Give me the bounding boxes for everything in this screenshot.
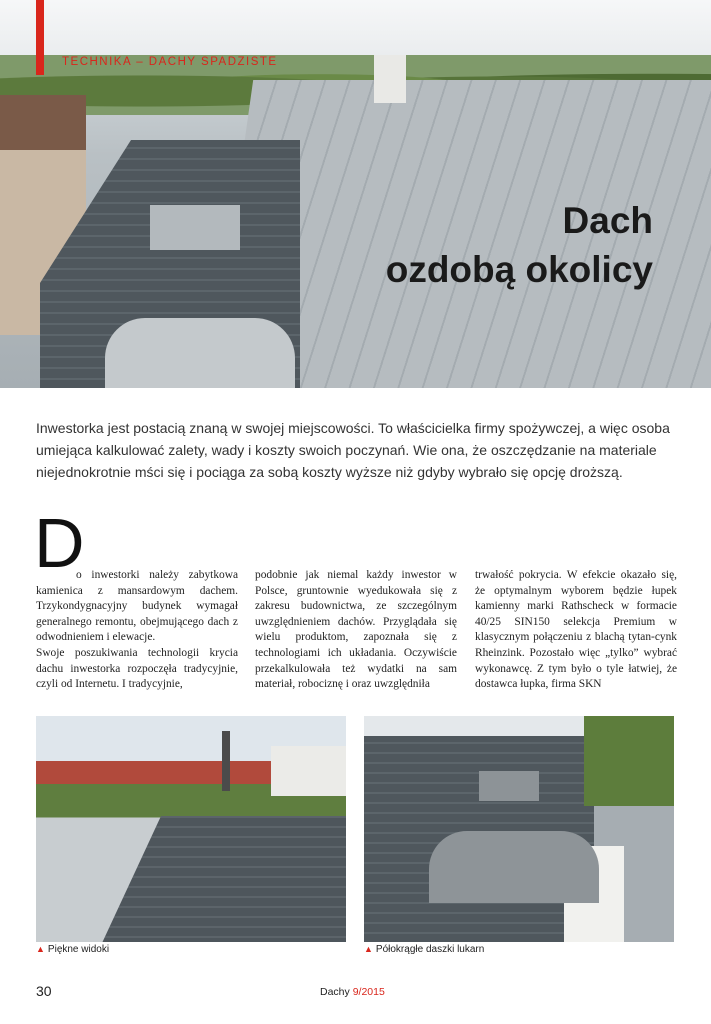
photo2-dormer-small <box>479 771 539 801</box>
hero-photo <box>0 0 711 388</box>
caption-triangle-icon: ▲ <box>36 944 45 954</box>
magazine-issue: 9/2015 <box>352 986 385 998</box>
section-label: TECHNIKA – DACHY SPADZISTE <box>62 56 278 68</box>
article-lead: Inwestorka jest postacią znaną w swojej miejscowości. To właścicielka firmy spożywczej, a więc osoba umiejąca kalkulować zalety, wady i koszty swoich poczynań. Wie ona, że oszczędzanie na materiale niejednokrotnie mści się i pociąga za sobą koszty wyższe niż gdyby wybrało się opcję droższą. <box>36 420 670 480</box>
photo-views <box>36 716 346 942</box>
caption-2-text: Półokrągłe daszki lukarn <box>375 944 485 955</box>
article-column-3: trwałość pokrycia. W efekcie okazało się, że optymalnym wyborem będzie łupek kamienny marki Rathscheck w formacie 40/25 SIN150 selekcja Premium w klasycznym połączeniu z blachą tytan-cynk Rheinzink. Pozostało więc „tylko” wybrać wykonawcę. Z tym było o tyle łatwiej, że dostawca łupka, firma SKN <box>475 569 677 691</box>
photo2-dormer-rounded <box>429 831 599 903</box>
article-title <box>386 196 653 294</box>
hero-dormer-rounded <box>105 318 295 388</box>
photo2-trees <box>584 716 674 806</box>
article-title-line2: ozdobą okolicy <box>385 249 653 290</box>
magazine-footer <box>320 986 385 998</box>
column-1-paragraph-2: Swoje poszukiwania technologii krycia dachu inwestorka rozpoczęła tradycyjnie, czyli od Internetu. I tradycyjnie, <box>36 646 238 691</box>
photo-dormers <box>364 716 674 942</box>
section-accent-bar <box>36 0 44 75</box>
page-number: 30 <box>36 983 52 999</box>
article-body <box>34 504 678 696</box>
article-column-2: podobnie jak niemal każdy inwestor w Polsce, gruntownie wyedukowała się z zakresu budownictwa, ze szczególnym uwzględnieniem dachów. Przyglądała się wielu produktom, zapoznała się z technologiami ich układania. Oczywiście przekalkulowała też wydatki na sam materiał, robociznę i oraz uwzględniła <box>255 569 457 691</box>
drop-cap: D <box>34 504 85 582</box>
caption-triangle-icon: ▲ <box>364 944 373 954</box>
hero-dormer-small <box>150 205 240 250</box>
caption-1-text: Piękne widoki <box>47 944 110 955</box>
article-column-1 <box>34 504 238 693</box>
column-1-paragraph-1: o inwestorki należy zabytkowa kamienica z mansardowym dachem. Trzykondygnacyjny budynek wymagał generalnego remontu, obejmującego dach z odwodnieniem i elewacje. <box>36 569 238 644</box>
photo1-chimney <box>271 746 346 796</box>
hero-chimney <box>374 55 406 103</box>
caption-photo-1 <box>36 944 109 955</box>
church-tower <box>222 731 230 791</box>
magazine-name: Dachy <box>320 986 350 998</box>
photo1-slate-roof <box>96 816 346 942</box>
caption-photo-2 <box>364 944 484 955</box>
article-title-line1: Dach <box>562 200 653 241</box>
